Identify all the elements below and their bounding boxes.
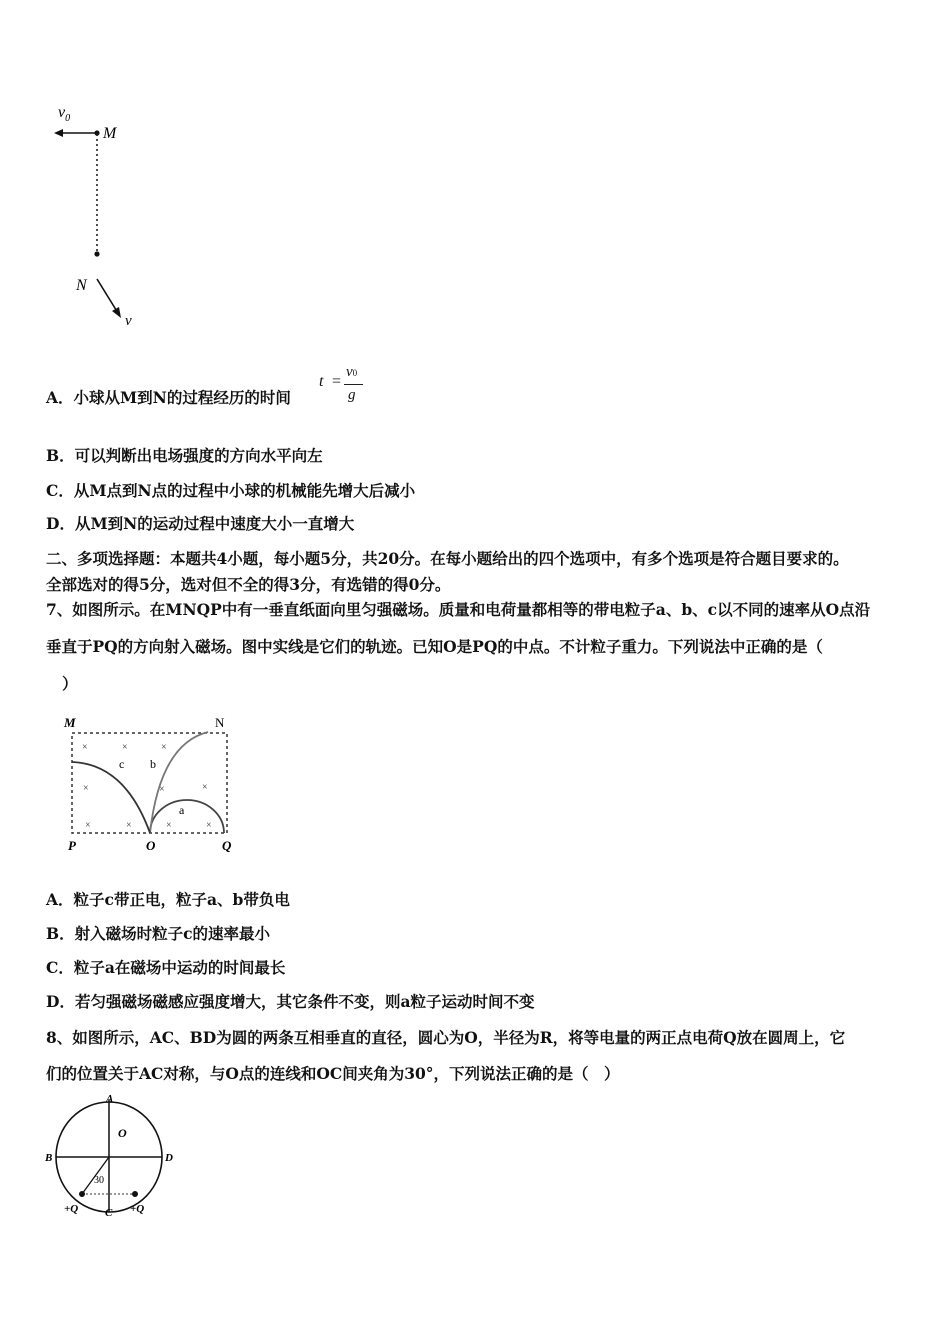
label-c: c (119, 757, 125, 771)
label-M: M (103, 125, 117, 142)
label-B: B (45, 1152, 53, 1164)
cross-mark: × (122, 742, 128, 753)
label-charge-left: +Q (64, 1203, 79, 1215)
label-N: N (76, 277, 87, 294)
q6-option-b[interactable]: B．可以判断出电场强度的方向水平向左 (46, 446, 323, 465)
charge-left (79, 1191, 85, 1197)
formula-eq: = (332, 373, 342, 390)
label-D: D (165, 1152, 173, 1164)
cross-mark: × (159, 784, 165, 795)
q7-option-d[interactable]: D．若匀强磁场磁感应强度增大，其它条件不变，则a粒子运动时间不变 (46, 992, 535, 1011)
q8-stem-line2: 们的位置关于AC对称，与O点的连线和OC间夹角为30°，下列说法正确的是（ ） (46, 1064, 620, 1083)
arrowhead-v0 (54, 129, 63, 137)
figure-motion (48, 98, 158, 334)
cross-mark: × (83, 783, 89, 794)
cross-mark: × (166, 820, 172, 831)
label-M: M (64, 715, 76, 730)
point-N (94, 251, 99, 256)
cross-mark: × (85, 820, 91, 831)
fraction-bar (344, 384, 363, 385)
cross-mark: × (202, 782, 208, 793)
trajectory-c (72, 762, 150, 833)
label-charge-right: +Q (130, 1203, 145, 1215)
label-C: C (105, 1207, 113, 1219)
q7-option-c[interactable]: C．粒子a在磁场中运动的时间最长 (46, 958, 286, 977)
label-O: O (146, 838, 156, 853)
cross-mark: × (82, 742, 88, 753)
label-v: v (125, 313, 132, 329)
q7-stem-line2: 垂直于PQ的方向射入磁场。图中实线是它们的轨迹。已知O是PQ的中点。不计粒子重力。下列说法中正确的是（ (46, 637, 823, 656)
q6-option-a[interactable]: A．小球从M到N的过程经历的时间 (46, 388, 291, 407)
arrow-v (97, 279, 118, 313)
figure-magnetic-field (60, 712, 250, 854)
q6-option-c[interactable]: C．从M点到N点的过程中小球的机械能先增大后减小 (46, 481, 416, 500)
formula-t: t (319, 373, 324, 390)
trajectory-b (150, 732, 208, 833)
q8-stem-line1: 8、如图所示，AC、BD为圆的两条互相垂直的直径，圆心为O，半径为R，将等电量的两正点电荷Q放在圆周上，它 (46, 1028, 846, 1047)
label-a: a (179, 803, 185, 817)
label-v0: $v_0$ (58, 104, 71, 124)
label-P: P (68, 838, 76, 853)
q7-stem-line3: ） (62, 674, 78, 693)
label-Q: Q (222, 838, 232, 853)
section2-heading-line2: 全部选对的得5分，选对但不全的得3分，有选错的得0分。 (46, 575, 451, 594)
figure-circle-charges (42, 1092, 182, 1222)
arrowhead-v (112, 307, 121, 318)
q6-option-a-formula (319, 364, 369, 410)
q7-option-b[interactable]: B．射入磁场时粒子c的速率最小 (46, 924, 271, 943)
section2-heading-line1: 二、多项选择题：本题共4小题，每小题5分，共20分。在每小题给出的四个选项中，有多个选项是符合题目要求的。 (46, 549, 849, 568)
cross-mark: × (161, 742, 167, 753)
q6-option-d[interactable]: D．从M到N的运动过程中速度大小一直增大 (46, 514, 355, 533)
trajectory-a (150, 800, 224, 833)
label-b: b (150, 757, 156, 771)
formula-numerator: v0 (346, 364, 358, 380)
formula-denominator: g (348, 387, 356, 403)
label-O: O (118, 1126, 127, 1140)
field-crosses (82, 742, 212, 831)
cross-mark: × (126, 820, 132, 831)
cross-mark: × (206, 820, 212, 831)
label-angle: 30 (94, 1175, 104, 1186)
label-N: N (215, 715, 225, 730)
charge-right (132, 1191, 138, 1197)
label-A: A (106, 1093, 114, 1105)
q7-stem-line1: 7、如图所示。在MNQP中有一垂直纸面向里匀强磁场。质量和电荷量都相等的带电粒子a、b、c以不同的速率从O点沿 (46, 600, 871, 619)
q7-option-a[interactable]: A．粒子c带正电，粒子a、b带负电 (46, 890, 290, 909)
